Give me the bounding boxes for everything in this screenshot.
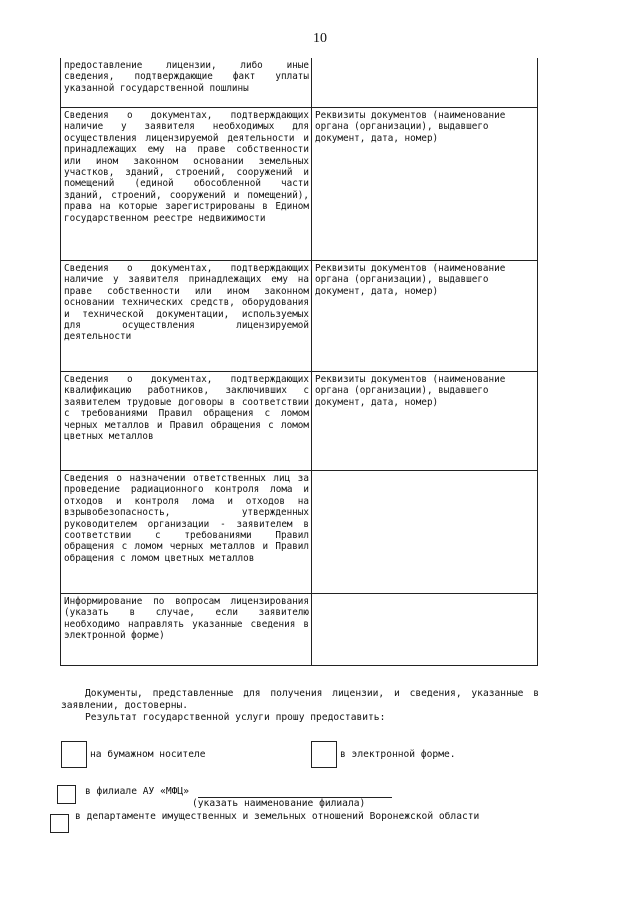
- result-delivery-label: Результат государственной услуги прошу предоставить:: [85, 712, 386, 723]
- mfc-branch-checkbox[interactable]: [57, 785, 76, 804]
- license-application-table: [60, 58, 538, 666]
- table-cell-requisites[interactable]: [312, 594, 538, 666]
- department-checkbox[interactable]: [50, 814, 69, 833]
- table-cell-requisites[interactable]: Реквизиты документов (наименование органа (организации), выдавшего документ, дата, номер): [312, 108, 538, 261]
- paper-option-label: на бумажном носителе: [90, 749, 206, 760]
- certification-statement: Документы, представленные для получения лицензии, и сведения, указанные в заявлении, достоверны.: [61, 688, 539, 711]
- table-cell-label: Сведения о документах, подтверждающих квалификацию работников, заключивших с заявителем трудовые договоры в соответствии с требованиями Правил обращения с ломом черных металлов и Правил обращения с ломом цветных металлов: [61, 372, 312, 471]
- table-cell-requisites[interactable]: [312, 471, 538, 594]
- mfc-branch-hint: (указать наименование филиала): [192, 798, 366, 809]
- table-cell-requisites[interactable]: Реквизиты документов (наименование органа (организации), выдавшего документ, дата, номер): [312, 372, 538, 471]
- table-cell-requisites[interactable]: Реквизиты документов (наименование органа (организации), выдавшего документ, дата, номер): [312, 261, 538, 372]
- electronic-checkbox[interactable]: [311, 741, 337, 768]
- mfc-branch-label: в филиале АУ «МФЦ»: [85, 786, 189, 797]
- department-option-label: в департаменте имущественных и земельных отношений Воронежской области: [75, 811, 480, 822]
- table-row: [61, 108, 538, 261]
- table-cell-label: Сведения о документах, подтверждающих наличие у заявителя необходимых для осуществления лицензируемой деятельности и принадлежащих ему на праве собственности или ином законном основании земельных участков, зданий, строений, сооружений и помещений (единой обособленной части зданий, строений, сооружений и помещений), права на которые зарегистрированы в Едином государственном реестре недвижимости: [61, 108, 312, 261]
- table-row: [61, 58, 538, 108]
- page-number: 10: [313, 31, 327, 46]
- mfc-branch-name-field[interactable]: [198, 784, 392, 798]
- table-cell-requisites[interactable]: [312, 58, 538, 108]
- table-row: [61, 471, 538, 594]
- electronic-option-label: в электронной форме.: [340, 749, 456, 760]
- table-cell-label: Сведения о назначении ответственных лиц за проведение радиационного контроля лома и отходов и контроля лома и отходов на взрывобезопасность, утвержденных руководителем организации - заявителем в соответствии с требованиями Правил обращения с ломом черных металлов и Правил обращения с ломом цветных металлов: [61, 471, 312, 594]
- table-row: [61, 372, 538, 471]
- table-row: [61, 594, 538, 666]
- table-cell-label: Информирование по вопросам лицензирования (указать в случае, если заявителю необходимо направлять указанные сведения в электронной форме): [61, 594, 312, 666]
- table-row: [61, 261, 538, 372]
- table-cell-label: Сведения о документах, подтверждающих наличие у заявителя принадлежащих ему на праве собственности или ином законном основании технических средств, оборудования и технической документации, используемых для осуществления лицензируемой деятельности: [61, 261, 312, 372]
- table-cell-label: предоставление лицензии, либо иные сведения, подтверждающие факт уплаты указанной государственной пошлины: [61, 58, 312, 108]
- paper-checkbox[interactable]: [61, 741, 87, 768]
